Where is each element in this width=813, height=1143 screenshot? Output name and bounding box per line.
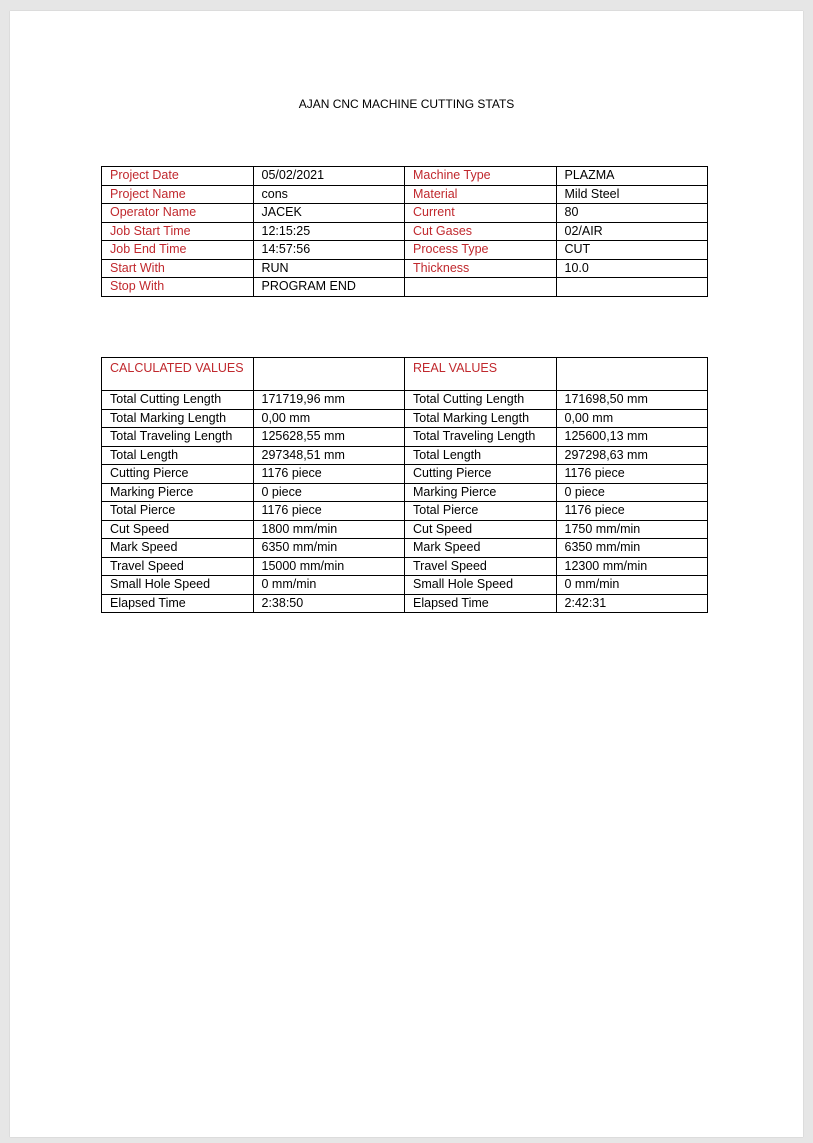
stats-row — [102, 576, 708, 595]
real-value: 125600,13 mm — [556, 428, 708, 447]
stats-header-row — [102, 358, 708, 391]
real-label: Total Pierce — [405, 502, 557, 521]
real-value: 0 mm/min — [556, 576, 708, 595]
stats-row — [102, 446, 708, 465]
info-label: Machine Type — [405, 167, 557, 186]
stats-row — [102, 502, 708, 521]
info-label: Material — [405, 185, 557, 204]
stats-row — [102, 465, 708, 484]
stats-row — [102, 557, 708, 576]
stats-row — [102, 594, 708, 613]
real-label: Cutting Pierce — [405, 465, 557, 484]
stats-row — [102, 520, 708, 539]
calculated-value: 171719,96 mm — [253, 391, 405, 410]
info-label: Thickness — [405, 259, 557, 278]
real-value: 2:42:31 — [556, 594, 708, 613]
info-label: Process Type — [405, 241, 557, 260]
info-value: RUN — [253, 259, 405, 278]
calculated-value: 1176 piece — [253, 502, 405, 521]
info-value: Mild Steel — [556, 185, 708, 204]
info-label: Job End Time — [102, 241, 254, 260]
real-value: 1176 piece — [556, 465, 708, 484]
project-info-table — [101, 166, 708, 297]
info-row — [102, 259, 708, 278]
info-row — [102, 278, 708, 297]
calculated-values-header: CALCULATED VALUES — [102, 358, 254, 391]
real-label: Cut Speed — [405, 520, 557, 539]
info-value: JACEK — [253, 204, 405, 223]
real-value: 0 piece — [556, 483, 708, 502]
calculated-value: 1176 piece — [253, 465, 405, 484]
calculated-value: 15000 mm/min — [253, 557, 405, 576]
calculated-value: 125628,55 mm — [253, 428, 405, 447]
calculated-value: 0,00 mm — [253, 409, 405, 428]
info-row — [102, 167, 708, 186]
info-label: Current — [405, 204, 557, 223]
real-value: 171698,50 mm — [556, 391, 708, 410]
calculated-value: 297348,51 mm — [253, 446, 405, 465]
real-value: 297298,63 mm — [556, 446, 708, 465]
real-label: Small Hole Speed — [405, 576, 557, 595]
calculated-value: 0 mm/min — [253, 576, 405, 595]
calculated-label: Total Cutting Length — [102, 391, 254, 410]
document-title: AJAN CNC MACHINE CUTTING STATS — [298, 97, 515, 111]
calculated-label: Cut Speed — [102, 520, 254, 539]
calculated-label: Total Length — [102, 446, 254, 465]
info-value: 02/AIR — [556, 222, 708, 241]
real-label: Marking Pierce — [405, 483, 557, 502]
real-label: Total Length — [405, 446, 557, 465]
calculated-label: Mark Speed — [102, 539, 254, 558]
real-values-header: REAL VALUES — [405, 358, 557, 391]
stats-row — [102, 409, 708, 428]
calculated-value: 1800 mm/min — [253, 520, 405, 539]
info-value: 05/02/2021 — [253, 167, 405, 186]
info-label: Stop With — [102, 278, 254, 297]
real-label: Total Marking Length — [405, 409, 557, 428]
info-value: 12:15:25 — [253, 222, 405, 241]
info-value: 10.0 — [556, 259, 708, 278]
info-label — [405, 278, 557, 297]
info-value: PLAZMA — [556, 167, 708, 186]
info-value — [556, 278, 708, 297]
real-label: Mark Speed — [405, 539, 557, 558]
info-value: cons — [253, 185, 405, 204]
info-label: Project Date — [102, 167, 254, 186]
calculated-label: Marking Pierce — [102, 483, 254, 502]
calculated-label: Elapsed Time — [102, 594, 254, 613]
info-row — [102, 185, 708, 204]
real-value: 6350 mm/min — [556, 539, 708, 558]
info-label: Cut Gases — [405, 222, 557, 241]
stats-row — [102, 391, 708, 410]
calculated-value: 0 piece — [253, 483, 405, 502]
real-value: 12300 mm/min — [556, 557, 708, 576]
cutting-stats-table — [101, 357, 708, 613]
info-value: 14:57:56 — [253, 241, 405, 260]
calculated-label: Total Pierce — [102, 502, 254, 521]
info-row — [102, 204, 708, 223]
stats-row — [102, 483, 708, 502]
stats-row — [102, 428, 708, 447]
calculated-value: 6350 mm/min — [253, 539, 405, 558]
real-value: 0,00 mm — [556, 409, 708, 428]
info-value: CUT — [556, 241, 708, 260]
info-row — [102, 241, 708, 260]
calculated-label: Small Hole Speed — [102, 576, 254, 595]
real-value: 1750 mm/min — [556, 520, 708, 539]
calculated-label: Total Traveling Length — [102, 428, 254, 447]
info-row — [102, 222, 708, 241]
info-label: Operator Name — [102, 204, 254, 223]
empty-cell — [556, 358, 708, 391]
calculated-value: 2:38:50 — [253, 594, 405, 613]
info-label: Job Start Time — [102, 222, 254, 241]
info-value: PROGRAM END — [253, 278, 405, 297]
info-label: Start With — [102, 259, 254, 278]
calculated-label: Cutting Pierce — [102, 465, 254, 484]
real-label: Travel Speed — [405, 557, 557, 576]
calculated-label: Travel Speed — [102, 557, 254, 576]
info-label: Project Name — [102, 185, 254, 204]
real-value: 1176 piece — [556, 502, 708, 521]
info-value: 80 — [556, 204, 708, 223]
real-label: Total Cutting Length — [405, 391, 557, 410]
real-label: Total Traveling Length — [405, 428, 557, 447]
empty-cell — [253, 358, 405, 391]
real-label: Elapsed Time — [405, 594, 557, 613]
stats-row — [102, 539, 708, 558]
calculated-label: Total Marking Length — [102, 409, 254, 428]
